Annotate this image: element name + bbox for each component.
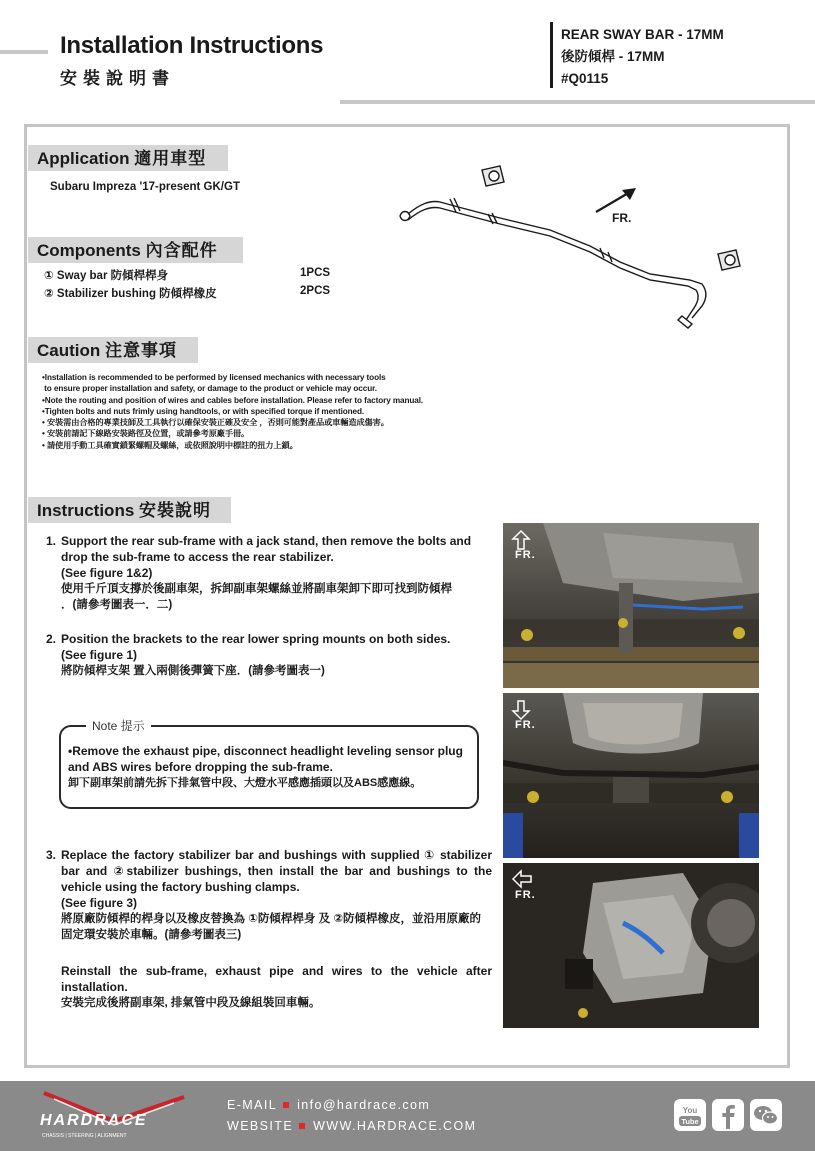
component-item: ① Sway bar 防傾桿桿身	[44, 270, 169, 282]
component-qty: 1PCS	[300, 267, 331, 279]
component-item: ② Stabilizer bushing 防傾桿橡皮	[44, 288, 217, 300]
application-heading: Application 適用車型	[28, 145, 228, 171]
note-label: Note 提示	[86, 717, 151, 734]
figure-2-image	[503, 693, 759, 858]
facebook-icon[interactable]	[712, 1099, 744, 1131]
header-divider	[550, 22, 553, 88]
caution-line: •Installation is recommended to be performed by licensed mechanics with necessary tools	[42, 373, 386, 382]
email-address[interactable]: info@hardrace.com	[297, 1098, 431, 1112]
step-number: 3.	[46, 848, 57, 862]
arrow-down-icon	[511, 699, 531, 721]
step-number: 2.	[46, 632, 57, 646]
caution-line: •Note the routing and position of wires and cables before installation. Please refer to factory manual.	[42, 395, 424, 405]
arrow-left-icon	[511, 869, 533, 889]
reinstall-text: Reinstall the sub-frame, exhaust pipe and wires to the vehicle after installation.	[61, 964, 492, 994]
hardrace-logo	[34, 1089, 194, 1145]
page-title-zh: 安裝說明書	[60, 69, 175, 89]
figure-3-photo	[503, 863, 759, 1028]
figure-1-photo	[503, 523, 759, 688]
bushing-illustration	[482, 166, 740, 270]
vehicle-fitment: Subaru Impreza '17-present GK/GT	[50, 181, 240, 193]
step-text: Replace the factory stabilizer bar and bushings with supplied ① stabilizer bar and ②stabilizer bushings, then install the bar and bushings to the vehicle using the factory bushing clamps.	[61, 848, 492, 894]
reinstall-note	[46, 963, 492, 1011]
caution-heading: Caution 注意事項	[28, 337, 198, 363]
step-figure-ref: (See figure 1&2)	[61, 566, 153, 580]
instructions-heading: Instructions 安裝說明	[28, 497, 231, 523]
reinstall-text-zh: 安裝完成後將副車架, 排氣管中段及線組裝回車輛。	[61, 997, 321, 1009]
figure-1-image	[503, 523, 759, 688]
website-link[interactable]: WWW.HARDRACE.COM	[313, 1119, 477, 1133]
caution-line: to ensure proper installation and safety, or damage to the product or vehicle may occur.	[42, 384, 377, 394]
front-label: FR.	[612, 211, 632, 225]
header-rule-right	[340, 100, 815, 104]
step-3	[46, 847, 492, 943]
website-line	[227, 1119, 476, 1133]
website-label: WEBSITE	[227, 1119, 294, 1133]
caution-line: • 安裝需由合格的專業技師及工具執行以確保安裝正確及安全 ，否則可能對產品或車輛造成傷害。	[42, 418, 389, 428]
figure-front-label: FR.	[515, 719, 536, 731]
caution-line: • 請使用手動工具確實鎖緊螺帽及螺絲，或依照說明中標註的扭力上鎖。	[42, 440, 298, 450]
figure-front-label: FR.	[515, 549, 536, 561]
step-text-zh: 使用千斤頂支撐於後副車架，拆卸副車架螺絲並將副車架卸下即可找到防傾桿	[61, 583, 452, 595]
brand-name: HARDRACE	[40, 1112, 148, 1129]
figure-2-photo	[503, 693, 759, 858]
caution-list	[42, 372, 512, 451]
step-text-zh: 將原廠防傾桿的桿身以及橡皮替換為 ①防傾桿桿身 及 ②防傾桿橡皮，並沿用原廠的固定環安裝於車輛。(請參考圖表三)	[61, 913, 482, 941]
component-qty: 2PCS	[300, 285, 331, 297]
step-text: Position the brackets to the rear lower spring mounts on both sides.	[61, 632, 451, 646]
part-number: #Q0115	[561, 71, 609, 86]
note-text-zh: 卸下副車架前請先拆下排氣管中段、大燈水平感應插頭以及ABS感應線。	[68, 777, 422, 789]
sway-bar-diagram	[390, 150, 750, 340]
step-text: Support the rear sub-frame with a jack stand, then remove the bolts and drop the sub-frame to access the rear stabilizer.	[61, 534, 472, 564]
brand-tagline: CHASSIS | STEERING | ALIGNMENT	[42, 1133, 127, 1139]
step-number: 1.	[46, 534, 57, 548]
caution-line: •Tighten bolts and nuts frimly using handtools, or with specified torque if mentioned.	[42, 406, 365, 416]
svg-text:Tube: Tube	[681, 1117, 699, 1126]
arrow-up-icon	[511, 529, 531, 551]
svg-text:You: You	[682, 1106, 698, 1115]
figure-3-image	[503, 863, 759, 1028]
email-line	[227, 1098, 430, 1112]
bullet-square-icon	[283, 1102, 289, 1108]
product-name: REAR SWAY BAR - 17MM	[561, 27, 724, 42]
caution-line: • 安裝前請記下線路安裝路徑及位置，或請參考原廠手冊。	[42, 429, 250, 439]
front-direction-arrow	[596, 188, 636, 212]
header-rule-left	[0, 50, 48, 54]
note-text: •Remove the exhaust pipe, disconnect headlight leveling sensor plug and ABS wires before dropping the sub-frame.	[68, 744, 463, 774]
step-text-zh: 將防傾桿支架 置入兩側後彈簧下座．(請參考圖表一)	[61, 665, 325, 677]
wechat-icon[interactable]	[750, 1099, 782, 1131]
step-1	[46, 533, 492, 613]
bullet-square-icon	[299, 1123, 305, 1129]
step-figure-ref: (See figure 3)	[61, 896, 138, 910]
product-name-zh: 後防傾桿 - 17MM	[561, 49, 665, 64]
step-figure-ref: (See figure 1)	[61, 648, 138, 662]
sway-bar-illustration	[400, 198, 706, 328]
page-title: Installation Instructions	[60, 32, 324, 59]
step-2	[46, 631, 492, 679]
components-heading: Components 內含配件	[28, 237, 243, 263]
email-label: E-MAIL	[227, 1098, 278, 1112]
youtube-icon[interactable]	[674, 1099, 706, 1131]
note-content	[68, 743, 473, 791]
figure-front-label: FR.	[515, 889, 536, 901]
product-info	[561, 24, 724, 90]
step-figure-ref-zh: ．(請參考圖表一．二)	[61, 599, 173, 611]
